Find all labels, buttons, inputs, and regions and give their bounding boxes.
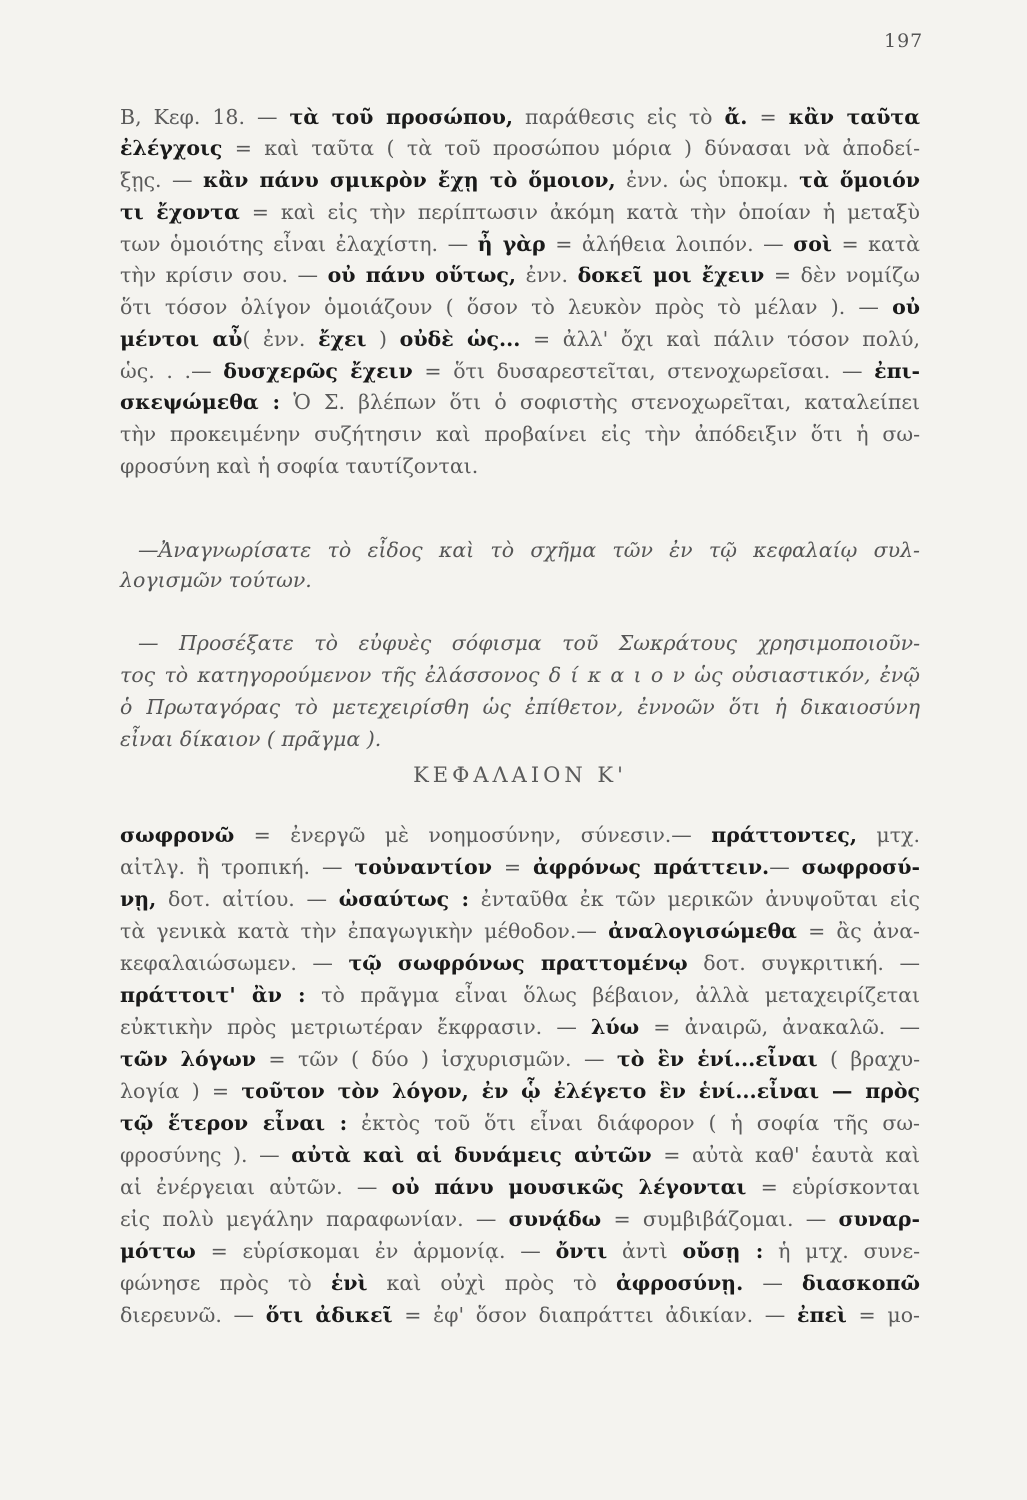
gloss-text: = καὶ ταῦτα ( τὰ τοῦ προσώπου μόρια ) δύνασαι νὰ ἀποδεί- [222,136,920,160]
gloss-text: ( ἐνν. [242,327,319,351]
gloss-text: = [747,105,789,129]
bold-term: πράττοντες, [711,823,857,847]
gloss-text: τὰ γενικὰ κατὰ τὴν ἐπαγωγικὴν μέθοδον.— [120,919,609,943]
bold-term: ἄ. [724,105,748,129]
gloss-text: Β, Κεφ. 18. — [120,105,290,129]
text-line [120,1108,920,1138]
italic-text: λογισμῶν τούτων. [120,568,312,592]
text-line [120,229,920,259]
text-line [120,197,920,227]
text-line [120,419,920,449]
text-line [120,102,920,132]
gloss-text: ἐκτὸς τοῦ ὅτι εἶναι διάφορον ( ἡ σοφία τῆς σω- [347,1111,920,1135]
italic-text: εἶναι δίκαιον ( πρᾶγμα ). [120,727,382,751]
bold-term: τοὐναντίον [354,855,492,879]
gloss-text: = καὶ εἰς τὴν περίπτωσιν ἀκόμη κατὰ τὴν ὁποίαν ἡ μεταξὺ [239,200,920,224]
chapter-heading [120,760,920,790]
text-line [120,884,920,914]
gloss-text: ὅτι τόσον ὀλίγον ὁμοιάζουν ( ὅσον τὸ λευκὸν πρὸς τὸ μέλαν ). — [120,295,893,319]
gloss-text: τὸ πρᾶγμα εἶναι ὅλως βέβαιον, ἀλλὰ μεταχειρίζεται [305,983,920,1007]
bold-term: ὅτι ἀδικεῖ [265,1303,393,1327]
bold-term: σοὶ [793,232,832,256]
bold-term: οὐ πάνυ οὕτως, [327,263,516,287]
gloss-text: = [491,855,534,879]
gloss-text: ( βραχυ- [817,1047,920,1071]
text-line [120,165,920,195]
text-line [120,1044,920,1074]
gloss-text: = συμβιβάζομαι. — [601,1207,839,1231]
gloss-text: ὡς. . .— [120,359,224,383]
bold-term: σωφρονῶ [120,823,235,847]
gloss-text: ἡ μτχ. συνε- [763,1239,921,1263]
bold-term: ἐλέγχοις [120,136,223,160]
bold-term: ἀναλογισώμεθα [608,919,797,943]
gloss-text: ΚΕΦΑΛΑΙΟΝ Κ' [413,763,627,787]
bold-term: μόττω [120,1239,196,1263]
gloss-text: φροσύνη καὶ ἡ σοφία ταυτίζονται. [120,454,479,478]
italic-text: — Προσέξατε τὸ εὐφυὲς σόφισμα τοῦ Σωκράτους χρησιμοποιοῦν- [138,631,920,655]
text-line [120,1268,920,1298]
bold-term: ὡσαύτως : [338,887,470,911]
text-line [120,324,920,354]
gloss-text: ἐνν. [515,263,578,287]
gloss-text: δοτ. συγκριτική. — [687,951,920,975]
text-line [120,565,920,595]
bold-term: κἂν ταῦτα [788,105,920,129]
text-line [120,292,920,322]
bold-term: ἔχει [318,327,367,351]
text-line [120,724,920,754]
bold-term: οὔσῃ : [682,1239,764,1263]
gloss-text: φώνησε πρὸς τὸ [120,1271,331,1295]
gloss-text: = μο- [846,1303,920,1327]
gloss-text: = ἐνεργῶ μὲ νοημοσύνην, σύνεσιν.— [234,823,712,847]
bold-term: ἀφρόνως πράττειν. [533,855,770,879]
bold-term: τι ἔχοντα [120,200,240,224]
bold-term: ἑνὶ [330,1271,368,1295]
bold-term: δοκεῖ μοι ἔχειν [577,263,765,287]
text-line [120,820,920,850]
gloss-text: αἰτλγ. ἢ τροπική. — [120,855,355,879]
gloss-text: διερευνῶ. — [120,1303,266,1327]
gloss-text: — [743,1271,802,1295]
gloss-text: καὶ οὐχὶ πρὸς τὸ [367,1271,616,1295]
gloss-text: ξῃς. — [120,168,204,192]
text-line [120,980,920,1010]
bold-term: τῶν λόγων [120,1047,256,1071]
gloss-text: Ὁ Σ. βλέπων ὅτι ὁ σοφιστὴς στενοχωρεῖται, καταλείπει [280,390,921,414]
gloss-text: = ἀλήθεια λοιπόν. — [545,232,794,256]
gloss-text: των ὁμοιότης εἶναι ἐλαχίστη. — [120,232,478,256]
gloss-text: = κατὰ [831,232,921,256]
text-line [120,1012,920,1042]
bold-term: σωφροσύ- [801,855,920,879]
text-line [120,260,920,290]
italic-text: —Ἀναγνωρίσατε τὸ εἶδος καὶ τὸ σχῆμα τῶν ἐν τῷ κεφαλαίῳ συλ- [138,538,920,562]
gloss-text: δοτ. αἰτίου. — [156,887,339,911]
bold-term: πράττοιτ' ἂν : [120,983,306,1007]
text-line [120,916,920,946]
gloss-text: τὴν κρίσιν σου. — [120,263,328,287]
bold-term: σκεψώμεθα : [120,390,281,414]
gloss-text: εἰς πολὺ μεγάλην παραφωνίαν. — [120,1207,509,1231]
bold-term: ὄντι [555,1239,608,1263]
bold-term: κἂν πάνυ σμικρὸν ἔχῃ τὸ ὅμοιον, [203,168,616,192]
bold-term: τῷ ἕτερον εἶναι : [120,1111,348,1135]
text-line [120,451,920,481]
gloss-text: εὐκτικὴν πρὸς μετριωτέραν ἔκφρασιν. — [120,1015,592,1039]
bold-term: τῷ σωφρόνως πραττομένῳ [348,951,688,975]
bold-term: ἐπι- [874,359,921,383]
bold-term: λύω [591,1015,640,1039]
gloss-text: μτχ. [857,823,921,847]
bold-term: οὐ πάνυ μουσικῶς λέγονται [391,1175,747,1199]
gloss-text: = τῶν ( δύο ) ἰσχυρισμῶν. — [255,1047,617,1071]
bold-term: ἦ γὰρ [477,232,546,256]
text-line [120,660,920,690]
gloss-text: φροσύνης ). — [120,1143,292,1167]
text-line [120,1172,920,1202]
gloss-text: ἐνν. ὡς ὑποκμ. [615,168,800,192]
bold-term: τὰ ὅμοιόν [799,168,920,192]
gloss-text: = εὑρίσκονται [746,1175,920,1199]
gloss-text: = ἀλλ' ὄχι καὶ πάλιν τόσον πολύ, [520,327,921,351]
gloss-text: ἀντὶ [607,1239,683,1263]
gloss-text: = αὐτὰ καθ' ἑαυτὰ καὶ [651,1143,920,1167]
bold-term: οὐ [892,295,920,319]
text-line [120,1204,920,1234]
bold-term: μέντοι αὖ [120,327,243,351]
gloss-text: λογία ) = [120,1079,242,1103]
bold-term: νῃ, [120,887,157,911]
bold-term: δυσχερῶς ἔχειν [223,359,413,383]
bold-term: ἐπεὶ [796,1303,847,1327]
bold-term: ἀφροσύνῃ. [615,1271,744,1295]
text-line [120,133,920,163]
bold-term: οὐδὲ ὡς... [399,327,521,351]
gloss-text: — [769,855,802,879]
text-line [120,1140,920,1170]
text-line [120,1076,920,1106]
gloss-text: = ἂς ἀνα- [796,919,920,943]
page-number: 197 [884,30,924,52]
gloss-text: = ὅτι δυσαρεστεῖται, στενοχωρεῖσαι. — [412,359,875,383]
italic-text: ὁ Πρωταγόρας τὸ μετεχειρίσθη ὡς ἐπίθετον, ἐννοῶν ὅτι ἡ δικαιοσύνη [120,695,920,719]
text-line [120,852,920,882]
text-line [120,387,920,417]
bold-term: συναρ- [838,1207,921,1231]
gloss-text: τὴν προκειμένην συζήτησιν καὶ προβαίνει εἰς τὴν ἀπόδειξιν ὅτι ἡ σω- [120,422,920,446]
gloss-text: = ἀναιρῶ, ἀνακαλῶ. — [639,1015,920,1039]
gloss-text: ἐνταῦθα ἐκ τῶν μερικῶν ἀνυψοῦται εἰς [469,887,920,911]
text-line [120,1300,920,1330]
gloss-text: ) [366,327,400,351]
bold-term: τοῦτον τὸν λόγον, ἐν ᾧ ἐλέγετο ἓν ἑνί...εἶναι — πρὸς [241,1079,920,1103]
bold-term: τὰ τοῦ προσώπου, [289,105,513,129]
bold-term: συνᾴδω [508,1207,602,1231]
text-line [138,535,920,565]
gloss-text: = εὑρίσκομαι ἐν ἁρμονίᾳ. — [195,1239,556,1263]
bold-term: αὐτὰ καὶ αἱ δυνάμεις αὐτῶν [291,1143,652,1167]
text-line [120,356,920,386]
gloss-text: παράθεσις εἰς τὸ [513,105,725,129]
gloss-text: = ἐφ' ὅσον διαπράττει ἀδικίαν. — [392,1303,797,1327]
gloss-text: = δὲν νομίζω [764,263,920,287]
bold-term: διασκοπῶ [801,1271,920,1295]
gloss-text: αἱ ἐνέργειαι αὐτῶν. — [120,1175,392,1199]
gloss-text: κεφαλαιώσωμεν. — [120,951,349,975]
text-line [120,692,920,722]
italic-text: τος τὸ κατηγορούμενον τῆς ἐλάσσονος δ ί κ α ι ο ν ὡς οὐσιαστικόν, ἐνῷ [120,663,920,687]
text-line [120,1236,920,1266]
text-line [120,948,920,978]
text-line [138,628,920,658]
bold-term: τὸ ἓν ἑνί...εἶναι [616,1047,818,1071]
